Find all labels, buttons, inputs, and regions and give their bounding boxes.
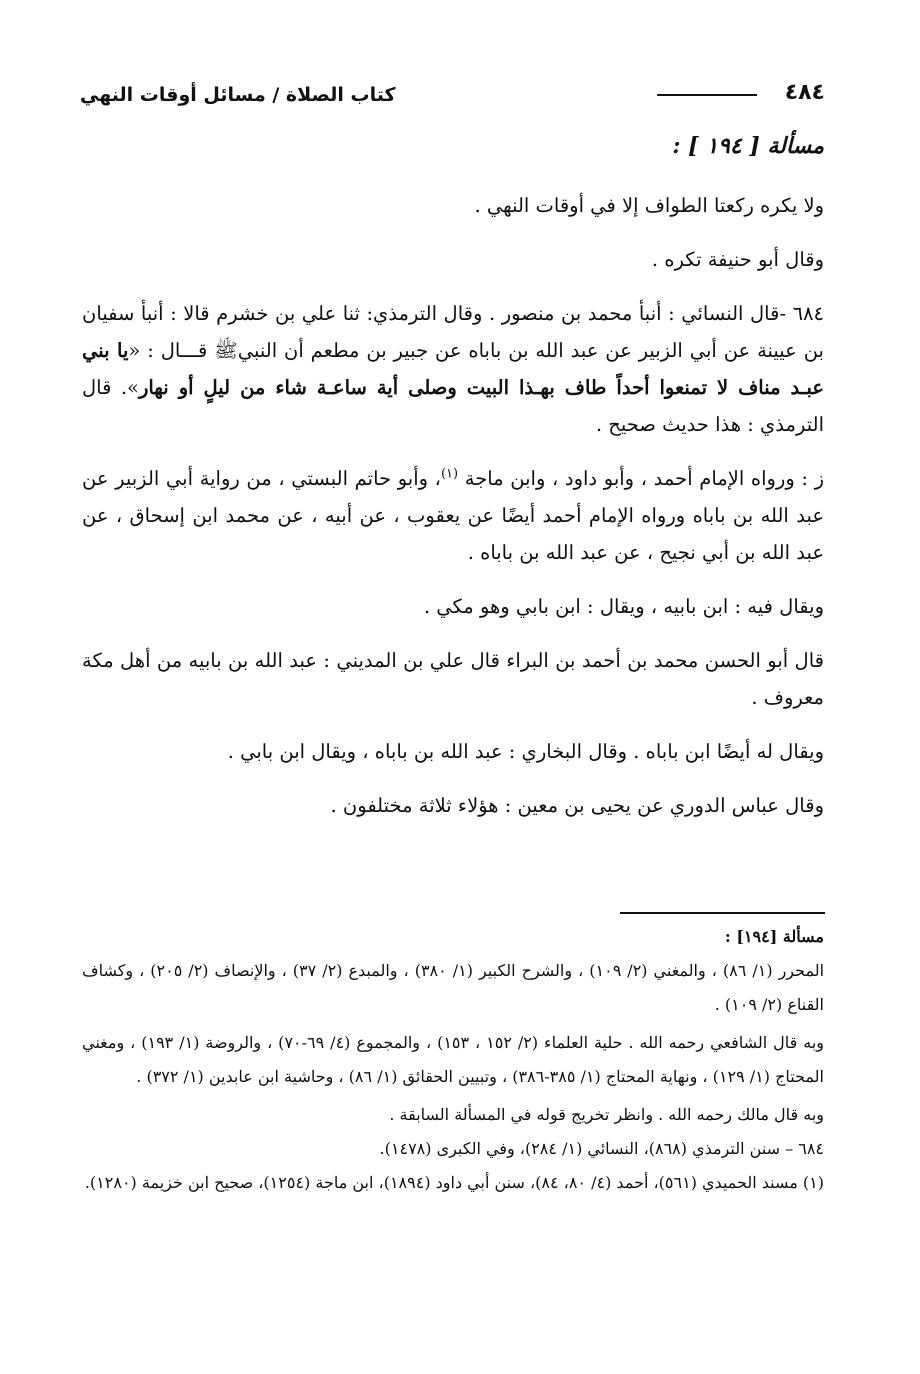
running-title: كتاب الصلاة / مسائل أوقات النهي — [80, 84, 396, 106]
paragraph-1: ولا يكره ركعتا الطواف إلا في أوقات النهي . — [474, 194, 824, 217]
paragraph-6: قال أبو الحسن محمد بن أحمد بن البراء قال علي بن المديني : عبد الله بن بابيه من أهل مكة معروف . — [82, 649, 824, 709]
page-header — [80, 80, 825, 120]
page-number: ٤٨٤ — [784, 80, 825, 105]
footnote-1: المحرر (١/ ٨٦) ، والمغني (٢/ ١٠٩) ، والشرح الكبير (١/ ٣٨٠) ، والمبدع (٢/ ٣٧) ، والإنصاف (٢/ ٢٠٥) ، وكشاف القناع (٢/ ١٠٩) . — [82, 961, 825, 1014]
main-text — [82, 128, 824, 841]
hadith-intro: ٦٨٤ -قال النسائي : أنبأ محمد بن منصور . وقال الترمذي: ثنا علي بن خشرم قالا : أنبأ سفيان بن عيينة عن أبي الزبير عن عبد الله بن باباه عن جبير بن مطعم أن النبيﷺ قـــال : « — [82, 302, 824, 362]
paragraph-2: وقال أبو حنيفة تكره . — [651, 248, 824, 271]
footnote-rule — [620, 912, 825, 914]
footnote-ref: (١) — [440, 466, 459, 482]
narration-rest: ، وأبو حاتم البستي ، من رواية أبي الزبير عن عبد الله بن باباه ورواه الإمام أحمد أيضًا عن يعقوب ، عن أبيه ، عن محمد ابن إسحاق ، عن عبد الله بن أبي نجيح ، عن عبد الله بن باباه . — [82, 467, 824, 564]
paragraph-5: ويقال فيه : ابن بابيه ، ويقال : ابن بابي وهو مكي . — [423, 595, 824, 618]
header-rule — [657, 94, 757, 96]
footnote-5: (١) مسند الحميدي (٥٦١)، أحمد (٤/ ٨٠، ٨٤)، سنن أبي داود (١٨٩٤)، ابن ماجة (١٢٥٤)، صحيح ابن خزيمة (١٢٨٠). — [84, 1173, 824, 1192]
issue-title: مسألة [ ١٩٤ ] : — [672, 133, 824, 159]
footnote-3: وبه قال مالك رحمه الله . وانظر تخريج قوله في المسألة السابقة . — [389, 1105, 824, 1124]
narration-paragraph — [82, 460, 824, 571]
footnote-2: وبه قال الشافعي رحمه الله . حلية العلماء (٢/ ١٥٢ ، ١٥٣) ، والمجموع (٤/ ٦٩-٧٠) ، والروضة (١/ ١٩٣) ، ومغني المحتاج (١/ ١٢٩) ، ونهاية المحتاج (١/ ٣٨٥-٣٨٦) ، وتبيين الحقائق (١/ ٨٦) ، وحاشية ابن عابدين (١/ ٣٧٢) . — [82, 1033, 825, 1086]
hadith-end: ». قال الترمذي : هذا حديث صحيح . — [82, 376, 824, 436]
paragraph-7: ويقال له أيضًا ابن باباه . وقال البخاري : عبد الله بن باباه ، ويقال ابن بابي . — [227, 740, 824, 763]
footnote-4: ٦٨٤ – سنن الترمذي (٨٦٨)، النسائي (١/ ٢٨٤)، وفي الكبرى (١٤٧٨). — [379, 1139, 824, 1158]
hadith-text: يا بني عبـد مناف لا تمنعوا أحداً طاف بهـذا البيت وصلى أية ساعـة شاء من ليلٍ أو نهار — [82, 339, 824, 399]
footnote-title: مسألة [١٩٤] : — [724, 927, 824, 946]
hadith-paragraph — [82, 295, 824, 443]
footnotes — [82, 920, 824, 1200]
narration-start: ز : ورواه الإمام أحمد ، وأبو داود ، وابن ماجة — [464, 467, 824, 490]
paragraph-8: وقال عباس الدوري عن يحيى بن معين : هؤلاء ثلاثة مختلفون . — [330, 794, 824, 817]
